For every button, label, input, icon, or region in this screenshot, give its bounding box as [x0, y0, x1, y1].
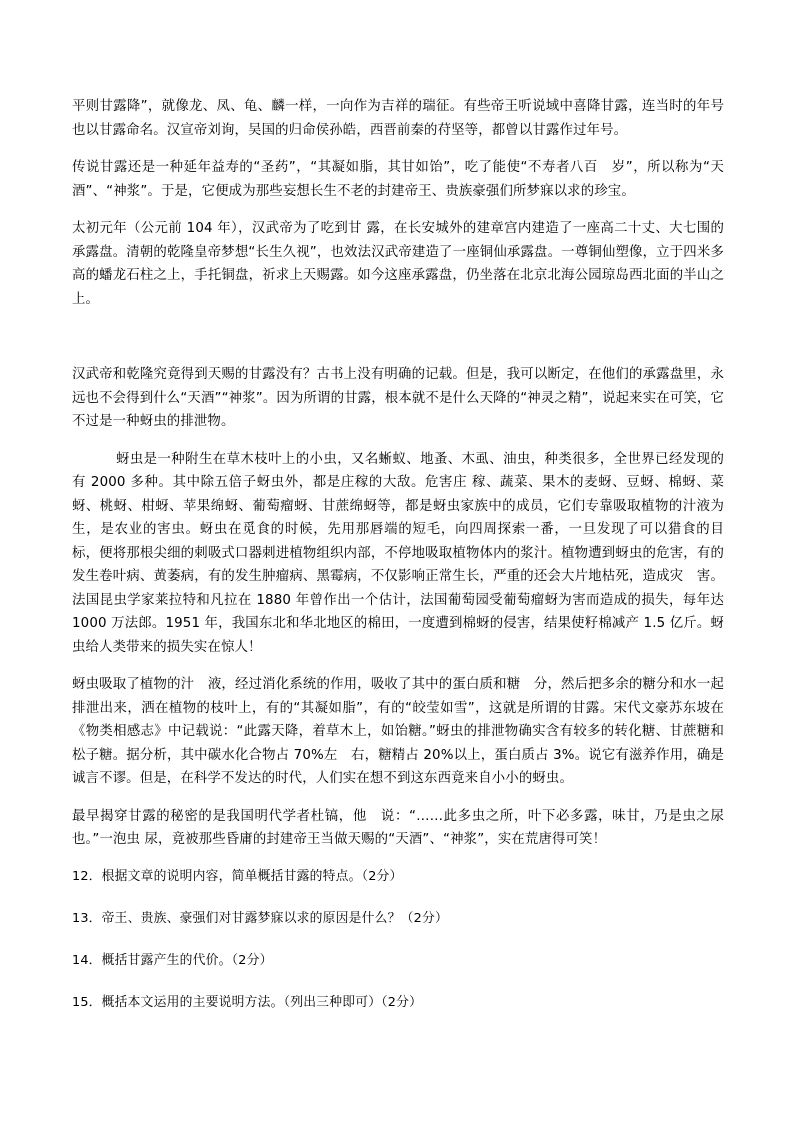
- article-paragraph: 汉武帝和乾隆究竟得到天赐的甘露没有？古书上没有明确的记载。但是，我可以断定，在他们的承露盘里，永远也不会得到什么“天酒”“神浆”。因为所谓的甘露，根本就不是什么天降的“神灵之精”，说起来实在可笑，它不过是一种蚜虫的排泄物。: [72, 367, 724, 429]
- article-paragraph: 太初元年（公元前 104 年），汉武帝为了吃到甘 露，在长安城外的建章宫内建造了一座高二十丈、大七围的承露盘。清朝的乾隆皇帝梦想“长生久视”，也效法汉武帝建造了一座铜仙承露盘。一尊铜仙塑像，立于四米多高的蟠龙石柱之上，手托铜盘，祈求上天赐露。如今这座承露盘，仍坐落在北京北海公园琼岛西北面的半山之上。: [72, 221, 724, 307]
- question-item: 14．概括甘露产生的代价。（2分）: [72, 952, 273, 968]
- question-item: 15．概括本文运用的主要说明方法。（列出三种即可）（2分）: [72, 994, 423, 1010]
- article-paragraph: 传说甘露还是一种延年益寿的“圣药”，“其凝如脂，其甘如饴”，吃了能使“不寿者八百 岁”，所以称为“天酒”、“神浆”。于是，它便成为那些妄想长生不老的封建帝王、贵族豪强们所梦寐以求的珍宝。: [72, 160, 724, 199]
- article-paragraph: 最早揭穿甘露的秘密的是我国明代学者杜镐，他 说：“……此多虫之所，叶下必多露，味甘，乃是虫之尿也。”一泡虫 尿，竟被那些昏庸的封建帝王当做天赐的“天酒”、“神浆”，实在荒唐得可笑！: [72, 808, 724, 847]
- question-item: 12．根据文章的说明内容，简单概括甘露的特点。（2分）: [72, 868, 403, 884]
- article-paragraph: 蚜虫是一种附生在草木枝叶上的小虫，又名蜥蚁、地蚤、木虱、油虫，种类很多，全世界已经发现的有 2000 多种。其中除五倍子蚜虫外，都是庄稼的大敌。危害庄 稼、蔬菜、果木的麦蚜、豆蚜、棉蚜、菜蚜、桃蚜、柑蚜、苹果绵蚜、葡萄瘤蚜、甘蔗绵蚜等，都是蚜虫家族中的成员，它们专靠吸取植物的汁液为生，是农业的害虫。蚜虫在觅食的时候，先用那唇端的短毛，向四周探索一番，一旦发现了可以猎食的目 标，便将那根尖细的刺吸式口器刺进植物组织内部，不停地吸取植物体内的浆汁。植物遭到蚜虫的危害，有的发生卷叶病、黄萎病，有的发生肿瘤病、黑霉病，不仅影响正常生长，严重的还会大片地枯死，造成灾 害。法国昆虫学家莱拉特和凡拉在 1880 年曾作出一个估计，法国葡萄园受葡萄瘤蚜为害而造成的损失，每年达 1000 万法郎。1951 年，我国东北和华北地区的棉田，一度遭到棉蚜的侵害，结果使籽棉减产 1.5 亿斤。蚜虫给人类带来的损失实在惊人！: [72, 451, 738, 655]
- document-page: [72, 95, 738, 1034]
- section-gap: [72, 325, 724, 363]
- article-paragraph: 平则甘露降”，就像龙、凤、龟、麟一样，一向作为吉祥的瑞征。有些帝王听说域中喜降甘露，连当时的年号也以甘露命名。汉宣帝刘询，吴国的归命侯孙皓，西晋前秦的苻坚等，都曾以甘露作过年号。: [72, 99, 724, 138]
- question-list: [72, 866, 724, 1013]
- question-item: 13．帝王、贵族、豪强们对甘露梦寐以求的原因是什么？（2分）: [72, 910, 448, 926]
- article-paragraph: 蚜虫吸取了植物的汁 液，经过消化系统的作用，吸收了其中的蛋白质和糖 分，然后把多余的糖分和水一起排泄出来，洒在植物的枝叶上，有的“其凝如脂”，有的“皎莹如雪”，这就是所谓的甘露。宋代文豪苏东坡在《物类相感志》中记载说：“此露天降，着草木上，如饴糖。”蚜虫的排泄物确实含有较多的转化糖、甘蔗糖和松子糖。据分析，其中碳水化合物占 70%左 右，糖精占 20%以上，蛋白质占 3%。说它有滋养作用，确是诚言不谬。但是，在科学不发达的时代，人们实在想不到这东西竟来自小小的蚜虫。: [72, 677, 724, 786]
